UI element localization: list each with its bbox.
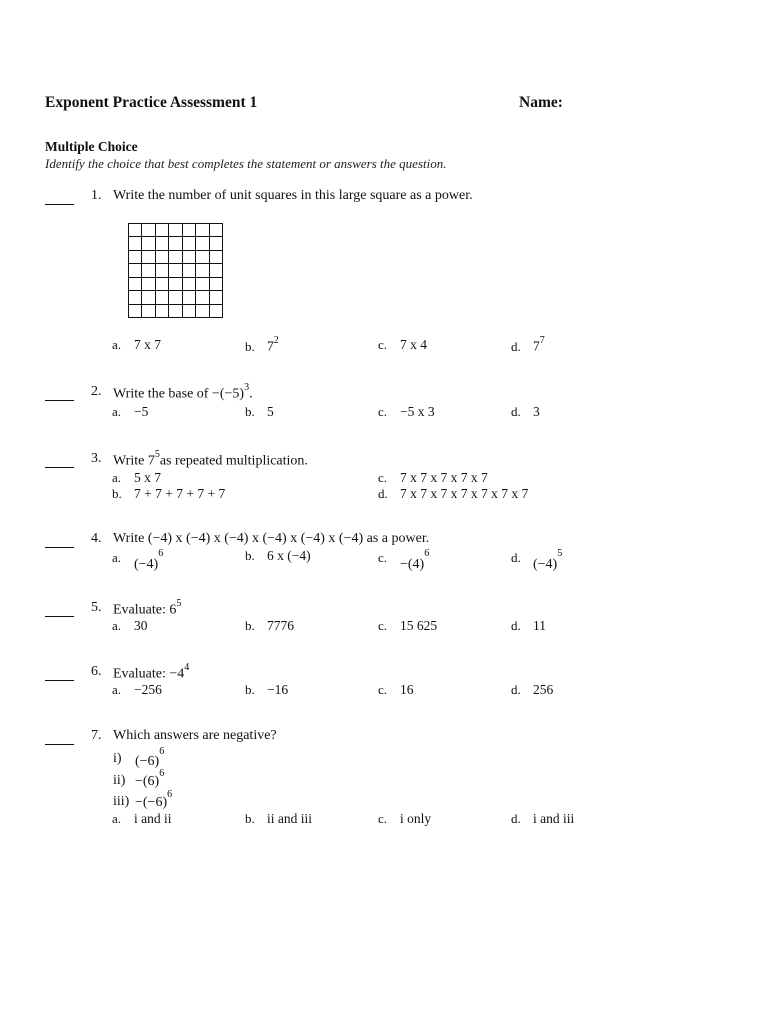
page-title: Exponent Practice Assessment 1 bbox=[45, 94, 258, 111]
option-d[interactable] bbox=[378, 486, 528, 502]
option-value: (−4) bbox=[533, 556, 558, 572]
unit-square bbox=[128, 304, 142, 318]
unit-square bbox=[195, 290, 209, 304]
option-value: 11 bbox=[533, 618, 546, 633]
question-number: 2. bbox=[91, 384, 102, 399]
question-text: Write the base of $-(-5)^3$. bbox=[113, 382, 253, 402]
math-exponent: 5 bbox=[154, 449, 160, 460]
option-letter: d. bbox=[511, 618, 521, 633]
unit-square bbox=[168, 263, 182, 277]
option-value: −5 x 3 bbox=[400, 404, 435, 419]
option-a[interactable] bbox=[112, 618, 148, 634]
answer-blank-2[interactable] bbox=[45, 388, 74, 406]
option-b[interactable] bbox=[245, 618, 294, 634]
unit-square bbox=[168, 236, 182, 250]
math-exponent: 4 bbox=[184, 662, 190, 673]
option-c[interactable] bbox=[378, 548, 430, 572]
option-value: −(4) bbox=[400, 556, 425, 572]
option-c[interactable] bbox=[378, 618, 437, 634]
unit-square bbox=[141, 277, 155, 291]
unit-square bbox=[195, 250, 209, 264]
question-number: 4. bbox=[91, 531, 102, 546]
option-value: −5 bbox=[134, 404, 149, 419]
option-d[interactable] bbox=[511, 548, 563, 572]
option-letter: a. bbox=[112, 811, 122, 826]
option-a[interactable] bbox=[112, 548, 164, 572]
option-c[interactable] bbox=[378, 470, 488, 486]
unit-square bbox=[155, 277, 169, 291]
option-letter: b. bbox=[245, 548, 255, 563]
option-a[interactable] bbox=[112, 470, 161, 486]
option-value: 7 x 7 x 7 x 7 x 7 bbox=[400, 470, 488, 485]
unit-square bbox=[209, 263, 223, 277]
answer-blank-6[interactable] bbox=[45, 668, 74, 686]
option-letter: c. bbox=[378, 470, 388, 485]
unit-square bbox=[141, 290, 155, 304]
option-a[interactable] bbox=[112, 811, 172, 827]
unit-square bbox=[141, 236, 155, 250]
option-letter: b. bbox=[112, 486, 122, 501]
option-c[interactable] bbox=[378, 682, 414, 698]
option-value: 30 bbox=[134, 618, 148, 633]
option-a[interactable] bbox=[112, 337, 161, 353]
math-expression: 7 bbox=[147, 453, 155, 469]
question-text: Which answers are negative? bbox=[113, 728, 277, 743]
unit-square bbox=[182, 304, 196, 318]
unit-square bbox=[141, 304, 155, 318]
question-text: Evaluate: $-4^4$ bbox=[113, 662, 190, 682]
option-letter: a. bbox=[112, 618, 122, 633]
option-value: i and ii bbox=[134, 811, 172, 826]
section-heading: Multiple Choice bbox=[45, 139, 138, 154]
option-letter: d. bbox=[378, 486, 388, 501]
option-d[interactable] bbox=[511, 337, 545, 355]
option-letter: a. bbox=[112, 682, 122, 697]
unit-square bbox=[155, 290, 169, 304]
option-b[interactable] bbox=[245, 682, 288, 698]
question-number: 1. bbox=[91, 188, 102, 203]
unit-square bbox=[141, 250, 155, 264]
answer-blank-5[interactable] bbox=[45, 604, 74, 622]
unit-square bbox=[195, 304, 209, 318]
option-value: 7776 bbox=[267, 618, 294, 633]
option-value: i only bbox=[400, 811, 432, 826]
option-value: 7 x 4 bbox=[400, 337, 427, 352]
math-exponent: 5 bbox=[176, 598, 182, 609]
option-value: 7 + 7 + 7 + 7 + 7 bbox=[134, 486, 226, 501]
unit-square bbox=[141, 223, 155, 237]
option-a[interactable] bbox=[112, 404, 148, 420]
option-c[interactable] bbox=[378, 404, 435, 420]
option-d[interactable] bbox=[511, 618, 546, 634]
question-number: 6. bbox=[91, 664, 102, 679]
option-letter: d. bbox=[511, 404, 521, 419]
unit-square bbox=[128, 290, 142, 304]
option-letter: d. bbox=[511, 811, 521, 826]
unit-square bbox=[168, 290, 182, 304]
option-letter: b. bbox=[245, 682, 255, 697]
answer-blank-3[interactable] bbox=[45, 455, 74, 473]
option-exponent: 2 bbox=[273, 335, 279, 346]
option-b[interactable] bbox=[112, 486, 225, 502]
unit-square bbox=[195, 277, 209, 291]
unit-square bbox=[209, 236, 223, 250]
question-number: 7. bbox=[91, 728, 102, 743]
option-letter: b. bbox=[245, 618, 255, 633]
unit-square bbox=[128, 250, 142, 264]
option-value: ii and iii bbox=[267, 811, 312, 826]
question-text: Write the number of unit squares in this large square as a power. bbox=[113, 188, 473, 203]
unit-square bbox=[168, 277, 182, 291]
option-exponent: 6 bbox=[158, 548, 164, 559]
answer-blank-1[interactable] bbox=[45, 192, 74, 210]
math-expression: 6 bbox=[169, 602, 177, 618]
instructions: Identify the choice that best completes the statement or answers the question. bbox=[45, 156, 447, 171]
option-c[interactable] bbox=[378, 811, 431, 827]
option-b[interactable] bbox=[245, 811, 312, 827]
unit-square bbox=[141, 263, 155, 277]
option-value: 15 625 bbox=[400, 618, 438, 633]
question-text: Evaluate: $6^5$ bbox=[113, 598, 182, 618]
option-letter: a. bbox=[112, 549, 122, 565]
unit-square bbox=[195, 223, 209, 237]
unit-square bbox=[155, 263, 169, 277]
question-number: 3. bbox=[91, 451, 102, 466]
unit-square bbox=[155, 250, 169, 264]
option-d[interactable] bbox=[511, 404, 540, 420]
unit-square bbox=[155, 223, 169, 237]
unit-square bbox=[195, 263, 209, 277]
option-value: −256 bbox=[134, 682, 162, 697]
option-b[interactable] bbox=[245, 548, 311, 564]
unit-square bbox=[168, 304, 182, 318]
math-expression: −(−5) bbox=[211, 386, 245, 402]
option-value: 256 bbox=[533, 682, 554, 697]
option-value: 7 bbox=[533, 338, 540, 354]
option-value: 6 x (−4) bbox=[267, 548, 311, 563]
unit-square bbox=[128, 277, 142, 291]
option-value: (−4) bbox=[134, 556, 159, 572]
unit-square bbox=[182, 277, 196, 291]
option-letter: a. bbox=[112, 404, 122, 419]
unit-square-grid bbox=[128, 223, 222, 317]
answer-blank-7[interactable] bbox=[45, 732, 74, 750]
unit-square bbox=[182, 236, 196, 250]
unit-square bbox=[209, 290, 223, 304]
option-c[interactable] bbox=[378, 337, 427, 353]
option-value: 3 bbox=[533, 404, 540, 419]
unit-square bbox=[209, 304, 223, 318]
option-a[interactable] bbox=[112, 682, 162, 698]
option-value: 5 x 7 bbox=[134, 470, 161, 485]
roman-item-iii: $iii) -(-6)^6$ bbox=[113, 789, 173, 810]
option-b[interactable] bbox=[245, 404, 274, 420]
option-value: 7 x 7 bbox=[134, 337, 161, 352]
unit-square bbox=[168, 250, 182, 264]
option-value: 7 x 7 x 7 x 7 x 7 x 7 x 7 bbox=[400, 486, 529, 501]
unit-square bbox=[195, 236, 209, 250]
unit-square bbox=[209, 250, 223, 264]
option-letter: d. bbox=[511, 682, 521, 697]
question-number: 5. bbox=[91, 600, 102, 615]
unit-square bbox=[182, 290, 196, 304]
option-exponent: 6 bbox=[424, 548, 430, 559]
option-letter: a. bbox=[112, 470, 122, 485]
math-exponent: 3 bbox=[244, 382, 250, 393]
roman-item-ii: $ii) -(6)^6$ bbox=[113, 768, 165, 789]
unit-square bbox=[182, 223, 196, 237]
roman-item-i: i) $(-6)^6$ bbox=[113, 746, 165, 769]
option-value: 16 bbox=[400, 682, 414, 697]
option-d[interactable] bbox=[511, 811, 574, 827]
option-letter: b. bbox=[245, 811, 255, 826]
option-letter: a. bbox=[112, 337, 122, 352]
unit-square bbox=[182, 250, 196, 264]
unit-square bbox=[128, 223, 142, 237]
math-expression: −4 bbox=[169, 666, 185, 682]
unit-square bbox=[182, 263, 196, 277]
option-letter: c. bbox=[378, 811, 388, 826]
option-letter: c. bbox=[378, 404, 388, 419]
option-letter: c. bbox=[378, 618, 388, 633]
unit-square bbox=[155, 304, 169, 318]
unit-square bbox=[155, 236, 169, 250]
math-expression: (−4) x (−4) x (−4) x (−4) x (−4) x (−4) bbox=[147, 531, 364, 546]
unit-square bbox=[128, 263, 142, 277]
question-text: Write (−4) x (−4) x (−4) x (−4) x (−4) x (−4) as a power. bbox=[113, 531, 430, 546]
option-letter: c. bbox=[378, 337, 388, 352]
option-letter: b. bbox=[245, 404, 255, 419]
option-exponent: 7 bbox=[539, 335, 545, 346]
option-letter: d. bbox=[511, 338, 521, 354]
answer-blank-4[interactable] bbox=[45, 535, 74, 553]
option-value: i and iii bbox=[533, 811, 575, 826]
option-letter: c. bbox=[378, 549, 388, 565]
unit-square bbox=[168, 223, 182, 237]
unit-square bbox=[128, 236, 142, 250]
option-letter: b. bbox=[245, 338, 255, 354]
name-label: Name: bbox=[519, 94, 563, 111]
option-letter: c. bbox=[378, 682, 388, 697]
option-d[interactable] bbox=[511, 682, 553, 698]
question-text: Write $7^5as$ repeated multiplication. bbox=[113, 449, 308, 469]
option-b[interactable] bbox=[245, 337, 279, 355]
option-value: −16 bbox=[267, 682, 289, 697]
option-value: 5 bbox=[267, 404, 274, 419]
unit-square bbox=[209, 223, 223, 237]
option-exponent: 5 bbox=[557, 548, 563, 559]
option-value: 7 bbox=[267, 338, 274, 354]
unit-square bbox=[209, 277, 223, 291]
option-letter: d. bbox=[511, 549, 521, 565]
